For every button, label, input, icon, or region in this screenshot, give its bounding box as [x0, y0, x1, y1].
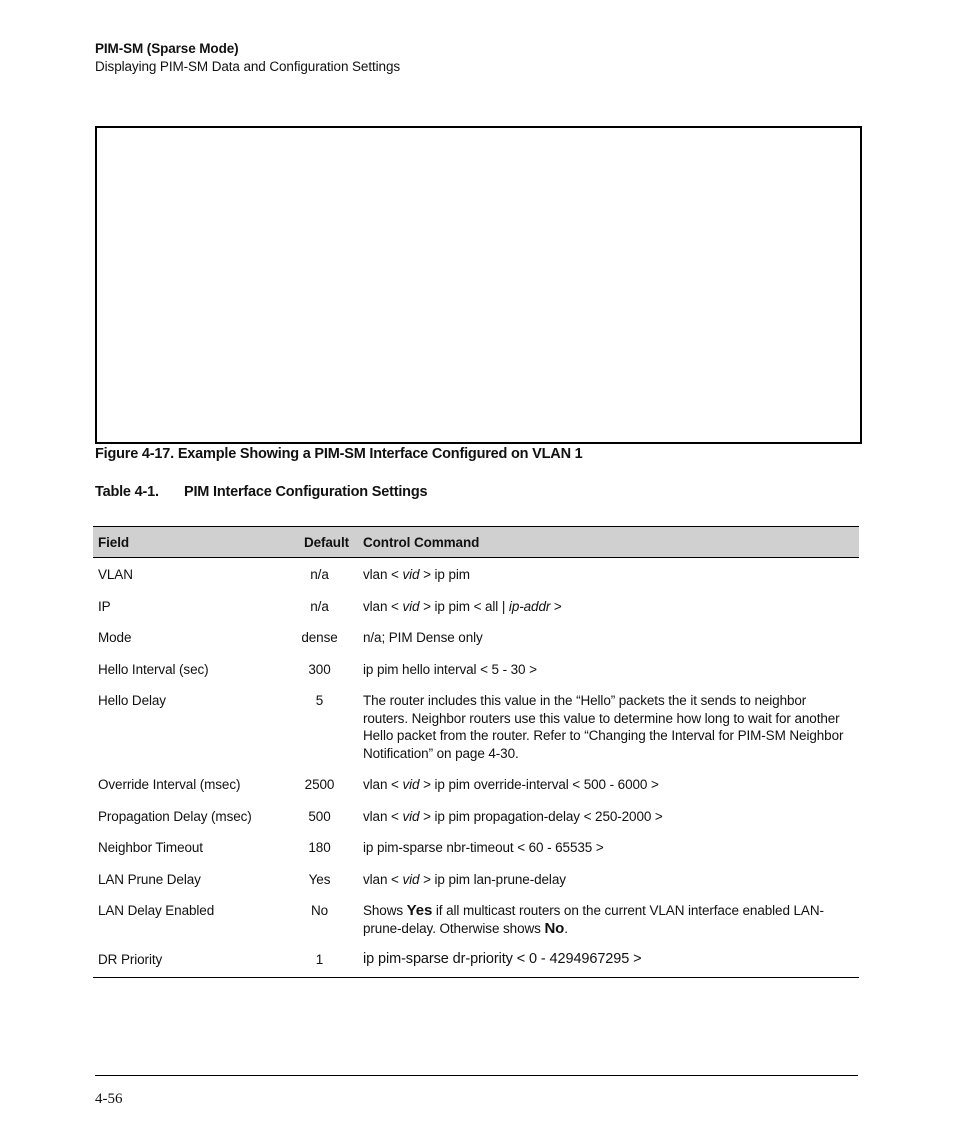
default-cell: n/a — [310, 567, 329, 582]
table-row — [93, 800, 859, 832]
pim-settings-table — [93, 526, 859, 978]
field-cell: DR Priority — [93, 943, 281, 977]
command-cell: vlan < vid > ip pim propagation-delay < 250-2000 > — [363, 808, 663, 824]
field-cell: Propagation Delay (msec) — [98, 808, 252, 824]
default-cell: dense — [301, 630, 338, 645]
running-header-title: PIM-SM (Sparse Mode) — [95, 41, 239, 56]
table-row — [93, 590, 859, 622]
default-cell: 300 — [308, 661, 331, 677]
table-row — [93, 863, 859, 895]
default-cell: 2500 — [304, 777, 335, 792]
footer-rule — [95, 1075, 858, 1076]
command-cell: ip pim-sparse dr-priority < 0 - 4294967295 > — [358, 943, 859, 977]
default-cell: 5 — [315, 693, 324, 708]
table-row — [93, 894, 859, 943]
column-header-field: Field — [93, 527, 281, 558]
command-cell: ip pim-sparse nbr-timeout < 60 - 65535 > — [363, 840, 604, 855]
table-row — [93, 768, 859, 800]
command-cell: vlan < vid > ip pim < all | ip-addr > — [363, 598, 562, 614]
command-cell: Shows Yes if all multicast routers on the current VLAN interface enabled LAN-prune-delay. Otherwise shows No. — [363, 902, 824, 937]
field-cell: Mode — [98, 630, 132, 645]
field-cell: Override Interval (msec) — [98, 777, 241, 792]
column-header-control-command: Control Command — [358, 527, 859, 558]
table-row — [93, 558, 859, 590]
table-row — [93, 831, 859, 863]
field-cell: Hello Interval (sec) — [98, 661, 209, 677]
table-row — [93, 684, 859, 768]
table-caption — [95, 484, 427, 500]
field-cell: VLAN — [98, 567, 133, 582]
command-cell: vlan < vid > ip pim override-interval < 500 - 6000 > — [363, 777, 659, 792]
column-header-default: Default — [281, 527, 358, 558]
command-cell: n/a; PIM Dense only — [363, 630, 483, 645]
command-cell: vlan < vid > ip pim lan-prune-delay — [363, 871, 566, 887]
command-cell: The router includes this value in the “Hello” packets the it sends to neighbor routers. Neighbor routers use this value to determine how long to wait for another Hello packet from the router. Refer to “Changing the Interval for PIM-SM Neighbor Notification” on page 4-30. — [363, 693, 844, 761]
command-cell: ip pim hello interval < 5 - 30 > — [363, 661, 537, 677]
running-header-subtitle: Displaying PIM-SM Data and Configuration Settings — [95, 59, 401, 74]
default-cell: 500 — [308, 808, 331, 824]
figure-caption: Figure 4-17. Example Showing a PIM-SM Interface Configured on VLAN 1 — [95, 446, 583, 462]
figure-image-placeholder — [95, 126, 862, 444]
default-cell: Yes — [308, 871, 331, 887]
table-title: PIM Interface Configuration Settings — [184, 484, 428, 500]
page-number: 4-56 — [95, 1091, 123, 1107]
field-cell: LAN Prune Delay — [98, 871, 201, 887]
table-header-row — [93, 527, 859, 558]
default-cell: 1 — [281, 943, 358, 977]
field-cell: IP — [98, 598, 111, 614]
field-cell: Neighbor Timeout — [98, 840, 203, 855]
table-row — [93, 943, 859, 977]
table-number: Table 4-1. — [95, 484, 159, 500]
default-cell: 180 — [308, 840, 331, 855]
default-cell: n/a — [310, 598, 329, 614]
table-row — [93, 621, 859, 653]
table-row — [93, 653, 859, 685]
default-cell: No — [310, 903, 329, 918]
command-cell: vlan < vid > ip pim — [363, 567, 470, 582]
field-cell: Hello Delay — [98, 693, 166, 708]
field-cell: LAN Delay Enabled — [98, 903, 215, 918]
